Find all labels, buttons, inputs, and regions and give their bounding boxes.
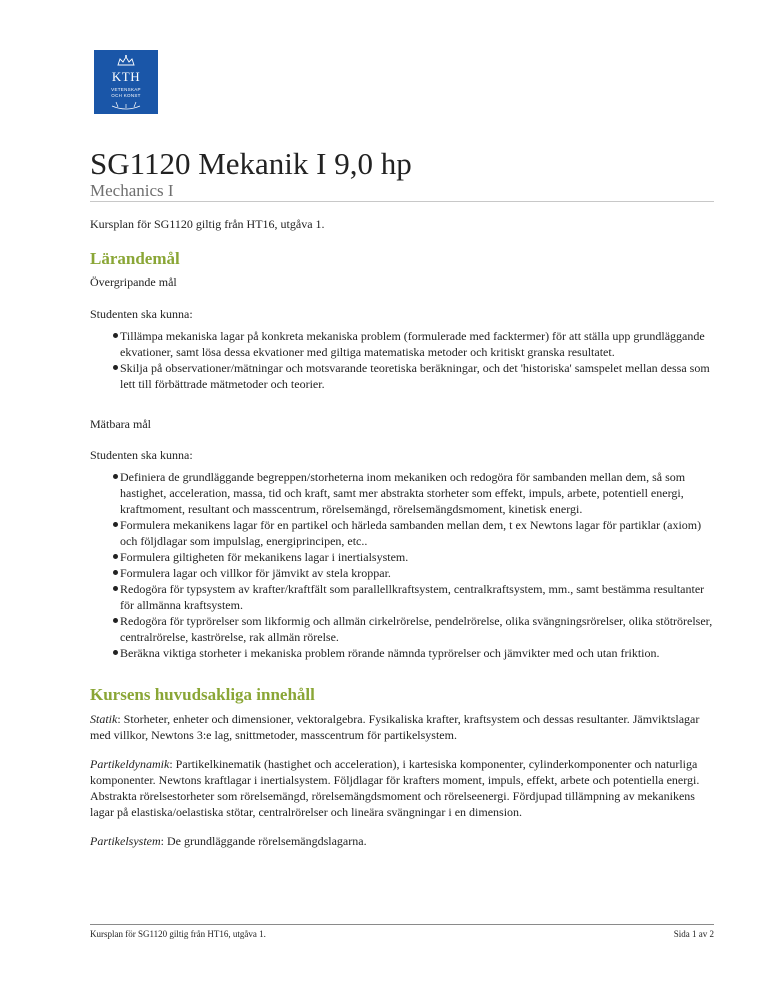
bullet-icon <box>113 333 118 338</box>
list-item: Formulera lagar och villkor för jämvikt av stela kroppar. <box>90 565 714 581</box>
footer-divider <box>90 924 714 925</box>
partikelsystem-paragraph <box>90 833 714 849</box>
logo-line2: OCH KONST <box>111 93 141 98</box>
syllabus-intro: Kursplan för SG1120 giltig från HT16, utgåva 1. <box>90 217 325 231</box>
page-title: SG1120 Mekanik I 9,0 hp <box>90 146 412 181</box>
bullet-icon <box>113 586 118 591</box>
list-item: Tillämpa mekaniska lagar på konkreta mekaniska problem (formulerade med facktermer) för att ställa upp grundläggande ekvationer, samt lösa dessa ekvationer med giltiga matematiska metoder och kritiskt granska resultatet. <box>90 328 714 360</box>
bullet-icon <box>113 365 118 370</box>
list-item: Definiera de grundläggande begreppen/storheterna inom mekaniken och redogöra för sambanden mellan dem, så som hastighet, acceleration, massa, tid och kraft, samt mer abstrakta storheter som effekt, impuls, arbete, potentiell energi, kraftmoment, resultant och masscentrum, rörelsemängd, rörelsemängdsmoment, kinetisk energi. <box>90 469 714 517</box>
logo-kth-text: KTH <box>111 69 141 84</box>
bullet-icon <box>113 618 118 623</box>
bullet-icon <box>113 522 118 527</box>
measurable-goals-list <box>90 469 714 661</box>
list-item: Redogöra för typrörelser som likformig och allmän cirkelrörelse, pendelrörelse, olika svängningsrörelser, olika stötrörelser, centralrörelse, kaströrelse, rak allmän rörelse. <box>90 613 714 645</box>
list-item: Formulera mekanikens lagar för en partikel och härleda sambanden mellan dem, t ex Newtons lagar för partiklar (axiom) och följdlagar som impulslag, energiprincipen, etc.. <box>90 517 714 549</box>
logo-line1: VETENSKAP <box>111 87 141 92</box>
footer-syllabus-note: Kursplan för SG1120 giltig från HT16, utgåva 1. <box>90 929 266 939</box>
statik-label: Statik <box>90 712 118 726</box>
page-number: Sida 1 av 2 <box>673 929 714 939</box>
overall-goals-label: Övergripande mål <box>90 275 177 289</box>
statik-paragraph <box>90 711 714 743</box>
partikeldynamik-label: Partikeldynamik <box>90 757 170 771</box>
partikeldynamik-paragraph <box>90 756 714 820</box>
measurable-goals-label: Mätbara mål <box>90 417 151 431</box>
title-divider <box>90 201 714 202</box>
partikeldynamik-text: : Partikelkinematik (hastighet och acceleration), i kartesiska komponenter, cylinderkomponenter och naturliga komponenter. Newtons kraftlagar i inertialsystem. Följdlagar för krafters moment, impuls, effekt, arbete och potentiella energi. Abstrakta rörelsestorheter som rörelsemängd, rörelsemängdsmoment och rörelseenergi. Fördjupad tillämpning av mekanikens lagar på elastiska/oelastiska stötar, centralrörelser och lineära svängningar i en dimension. <box>90 757 700 819</box>
list-item: Redogöra för typsystem av krafter/kraftfält som parallellkraftsystem, centralkraftsystem, mm., samt bestämma resultanter för allmänna kraftsystem. <box>90 581 714 613</box>
overall-intro: Studenten ska kunna: <box>90 307 193 321</box>
overall-goals-list <box>90 328 714 392</box>
kth-logo <box>94 50 158 114</box>
partikelsystem-label: Partikelsystem <box>90 834 161 848</box>
list-item: Beräkna viktiga storheter i mekaniska problem rörande nämnda typrörelser och jämvikter med och utan friktion. <box>90 645 714 661</box>
partikelsystem-text: : De grundläggande rörelsemängdslagarna. <box>160 834 367 848</box>
section-heading-larandemal: Lärandemål <box>90 249 180 268</box>
document-page <box>90 0 714 994</box>
page-subtitle: Mechanics I <box>90 181 174 200</box>
bullet-icon <box>113 474 118 479</box>
measurable-intro: Studenten ska kunna: <box>90 448 193 462</box>
bullet-icon <box>113 570 118 575</box>
bullet-icon <box>113 554 118 559</box>
bullet-icon <box>113 650 118 655</box>
section-heading-innehall: Kursens huvudsakliga innehåll <box>90 685 315 704</box>
list-item: Formulera giltigheten för mekanikens lagar i inertialsystem. <box>90 549 714 565</box>
list-item: Skilja på observationer/mätningar och motsvarande teoretiska beräkningar, och det 'historiska' samspelet mellan dessa som lett till förbättrade mätmetoder och teorier. <box>90 360 714 392</box>
statik-text: : Storheter, enheter och dimensioner, vektoralgebra. Fysikaliska krafter, kraftsystem och dessas resultanter. Jämviktslagar med villkor, Newtons 3:e lag, snittmetoder, masscentrum för partikelsystem. <box>90 712 700 742</box>
